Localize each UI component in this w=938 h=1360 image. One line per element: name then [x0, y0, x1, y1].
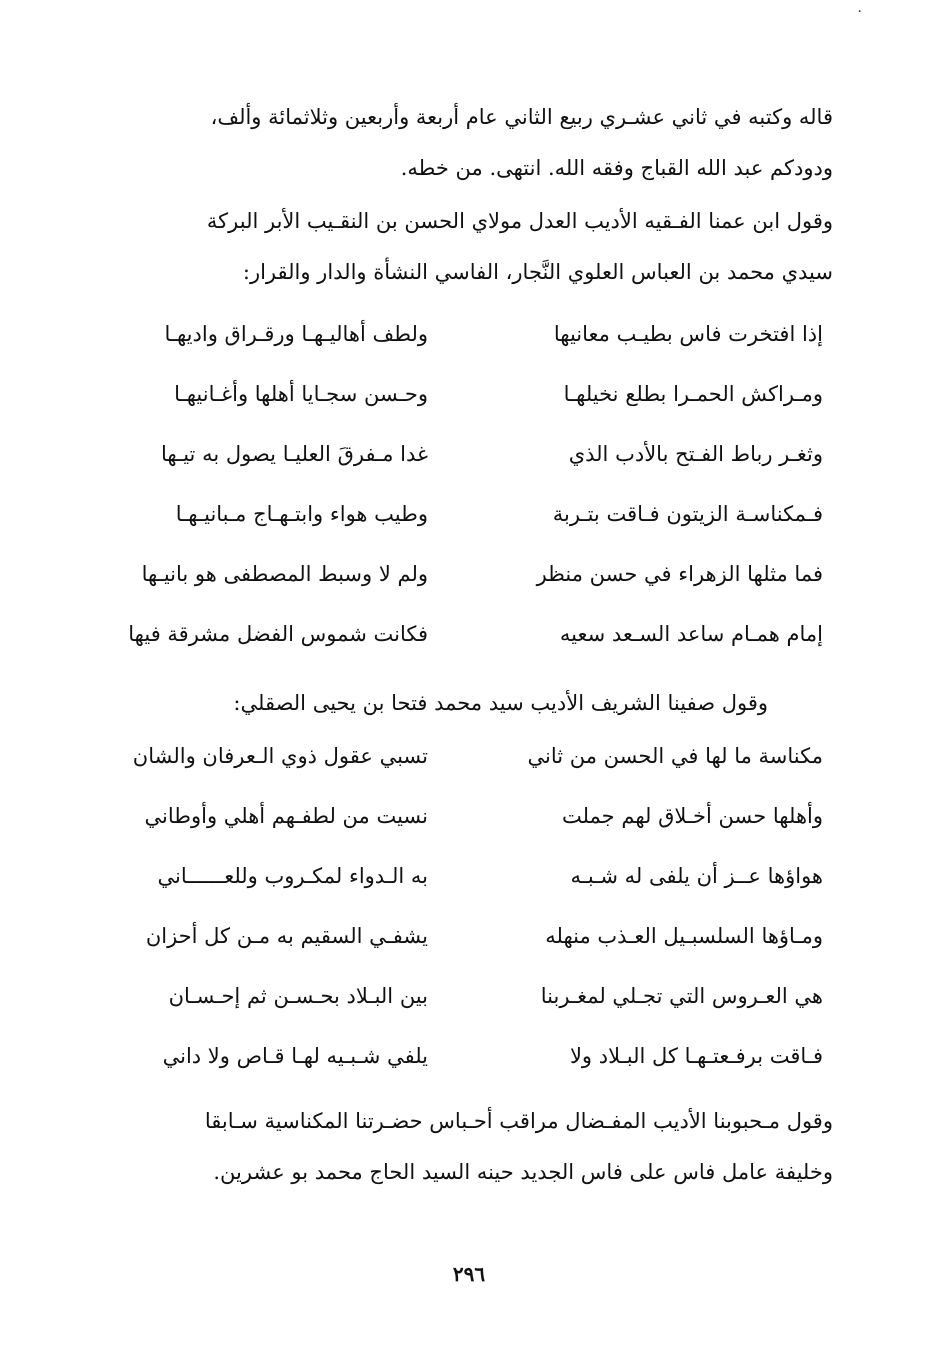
verse-second-hemistich: يلفي شـبـيه لهـا قـاص ولا داني [162, 1044, 428, 1068]
poem-verse [113, 978, 833, 1038]
verse-first-hemistich: فـمكناسـة الزيتون فـاقت بتـربة [552, 502, 823, 526]
verse-second-hemistich: يشفـي السقيم به مـن كل أحزان [145, 924, 428, 948]
verse-second-hemistich: بين البـلاد بحـسـن ثم إحـسـان [168, 984, 428, 1008]
paragraph-closing-note [98, 92, 833, 194]
paragraph-intro-poem-2 [68, 678, 768, 729]
verse-second-hemistich: وحـسن سجـايا أهلها وأغـانيهـا [174, 382, 428, 406]
verse-first-hemistich: هي العـروس التي تجـلي لمغـربنا [540, 984, 823, 1008]
poem-verse [113, 798, 833, 858]
verse-second-hemistich: غدا مـفرقَ العليـا يصول به تيـها [160, 442, 428, 466]
poem-1 [113, 316, 833, 676]
paragraph-intro-poem-3 [98, 1096, 833, 1198]
text-line: وقول صفينا الشريف الأديب سيد محمد فتحا بن يحيى الصقلي: [233, 691, 768, 715]
text-line: ودودكم عبد الله القباج وفقه الله. انتهى. من خطه. [400, 156, 833, 180]
verse-first-hemistich: فما مثلها الزهراء في حسن منظر [536, 562, 823, 586]
verse-second-hemistich: فكانت شموس الفضل مشرقة فيها [128, 622, 428, 646]
poem-verse [113, 616, 833, 676]
corner-mark: · [857, 4, 862, 20]
verse-first-hemistich: وثغـر رباط الفـتح بالأدب الذي [568, 442, 823, 466]
poem-verse [113, 858, 833, 918]
text-line: سيدي محمد بن العباس العلوي النَّجار، الفاسي النشأة والدار والقرار: [242, 260, 833, 284]
verse-first-hemistich: فـاقت برفـعتـهـا كل البـلاد ولا [569, 1044, 823, 1068]
text-line: قاله وكتبه في ثاني عشـري ربيع الثاني عام أربعة وأربعين وثلاثمائة وألف، [210, 105, 833, 129]
poem-verse [113, 376, 833, 436]
paragraph-intro-poem-1 [98, 196, 833, 298]
verse-first-hemistich: إذا افتخرت فاس بطيـب معانيها [553, 322, 823, 346]
verse-second-hemistich: به الـدواء لمكـروب وللعــــــاني [157, 864, 428, 888]
verse-second-hemistich: تسبي عقول ذوي الـعرفان والشان [132, 744, 428, 768]
verse-first-hemistich: ومـراكش الحمـرا بطلع نخيلهـا [563, 382, 823, 406]
poem-verse [113, 436, 833, 496]
poem-verse [113, 738, 833, 798]
poem-verse [113, 918, 833, 978]
verse-first-hemistich: وأهلها حسن أخـلاق لهم جملت [561, 804, 823, 828]
poem-verse [113, 316, 833, 376]
poem-verse [113, 496, 833, 556]
verse-first-hemistich: ومـاؤها السلسبـيل العـذب منهله [545, 924, 823, 948]
text-line: وقول ابن عمنا الفـقيه الأديب العدل مولاي الحسن بن النقـيب الأبر البركة [206, 209, 833, 233]
verse-second-hemistich: نسيت من لطفـهم أهلي وأوطاني [144, 804, 428, 828]
verse-second-hemistich: ولطف أهاليـهـا ورقـراق واديهـا [164, 322, 428, 346]
verse-second-hemistich: ولم لا وسبط المصطفى هو بانيـها [141, 562, 428, 586]
text-line: وقول مـحبوبنا الأديب المفـضال مراقب أحـباس حضـرتنا المكناسية سـابقا [204, 1109, 833, 1133]
poem-verse [113, 556, 833, 616]
page-number: ٢٩٦ [452, 1262, 486, 1286]
verse-second-hemistich: وطيب هواء وابتـهـاج مـبانيـهـا [175, 502, 428, 526]
verse-first-hemistich: مكناسة ما لها في الحسن من ثاني [527, 744, 823, 768]
verse-first-hemistich: إمام همـام ساعد السـعد سعيه [559, 622, 823, 646]
poem-2 [113, 738, 833, 1098]
poem-verse [113, 1038, 833, 1098]
text-line: وخليفة عامل فاس على فاس الجديد حينه السيد الحاج محمد بو عشرين. [213, 1160, 833, 1184]
verse-first-hemistich: هواؤها عــز أن يلفى له شـبـه [570, 864, 823, 888]
